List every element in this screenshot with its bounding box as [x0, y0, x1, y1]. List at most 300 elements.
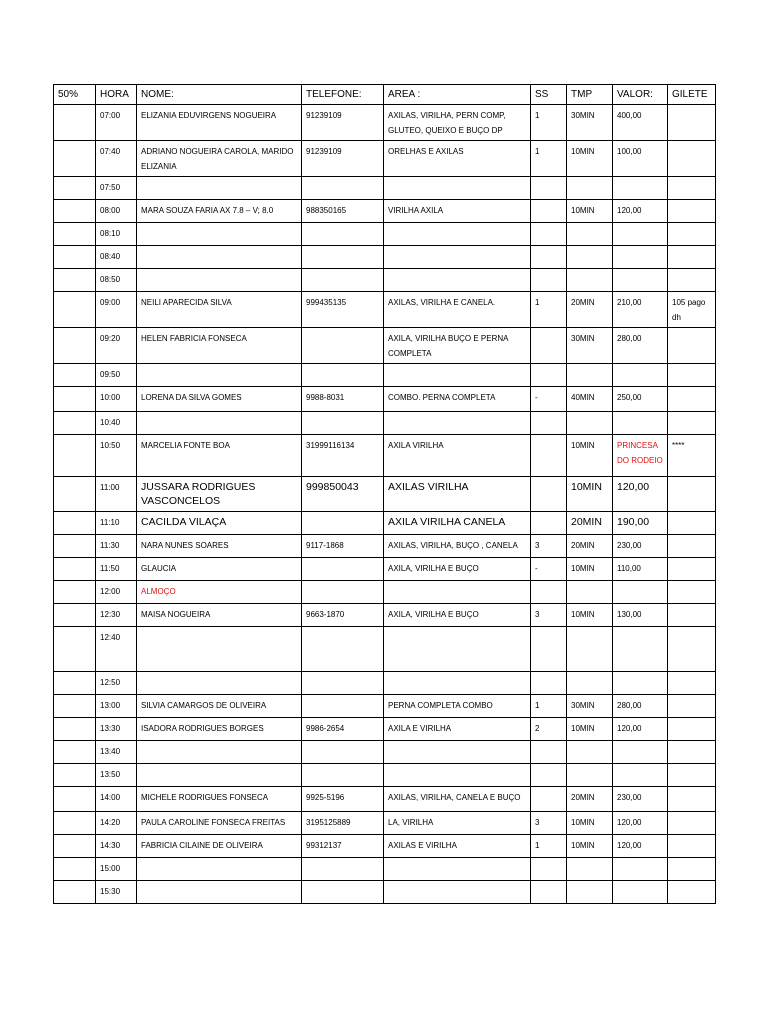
- nome-cell: MARA SOUZA FARIA AX 7.8 – V; 8.0: [137, 200, 302, 223]
- tmp-cell: [567, 672, 613, 695]
- telefone-cell: [302, 627, 384, 672]
- nome-cell: MAISA NOGUEIRA: [137, 604, 302, 627]
- hora-cell: 08:40: [96, 246, 137, 269]
- table-row: [54, 741, 716, 764]
- area-cell: AXILAS VIRILHA: [384, 477, 531, 512]
- percent-cell: [54, 718, 96, 741]
- ss-cell: [531, 223, 567, 246]
- valor-cell: 120,00: [613, 812, 668, 835]
- valor-cell: 400,00: [613, 105, 668, 141]
- tmp-cell: 10MIN: [567, 604, 613, 627]
- gilete-cell: [668, 105, 716, 141]
- percent-cell: [54, 223, 96, 246]
- gilete-cell: [668, 535, 716, 558]
- ss-cell: 1: [531, 695, 567, 718]
- hora-cell: 15:00: [96, 858, 137, 881]
- area-cell: ORELHAS E AXILAS: [384, 141, 531, 177]
- percent-cell: [54, 141, 96, 177]
- percent-cell: [54, 477, 96, 512]
- percent-cell: [54, 881, 96, 904]
- ss-cell: [531, 177, 567, 200]
- tmp-cell: 30MIN: [567, 695, 613, 718]
- valor-cell: 120,00: [613, 477, 668, 512]
- hora-cell: 13:40: [96, 741, 137, 764]
- area-cell: LA, VIRILHA: [384, 812, 531, 835]
- valor-cell: [613, 881, 668, 904]
- nome-cell: MICHELE RODRIGUES FONSECA: [137, 787, 302, 812]
- valor-cell: 100,00: [613, 141, 668, 177]
- telefone-cell: [302, 858, 384, 881]
- area-cell: AXILAS, VIRILHA, CANELA E BUÇO: [384, 787, 531, 812]
- telefone-cell: 9663-1870: [302, 604, 384, 627]
- tmp-cell: [567, 581, 613, 604]
- valor-cell: [613, 177, 668, 200]
- hora-cell: 13:00: [96, 695, 137, 718]
- hora-cell: 14:30: [96, 835, 137, 858]
- telefone-cell: 9925-5196: [302, 787, 384, 812]
- hora-cell: 12:30: [96, 604, 137, 627]
- percent-cell: [54, 435, 96, 477]
- telefone-cell: 9988-8031: [302, 387, 384, 412]
- valor-cell: 130,00: [613, 604, 668, 627]
- area-cell: VIRILHA AXILA: [384, 200, 531, 223]
- area-cell: [384, 672, 531, 695]
- hora-cell: 13:50: [96, 764, 137, 787]
- telefone-cell: 91239109: [302, 105, 384, 141]
- nome-cell: NARA NUNES SOARES: [137, 535, 302, 558]
- ss-cell: [531, 672, 567, 695]
- nome-cell: [137, 881, 302, 904]
- telefone-cell: [302, 269, 384, 292]
- valor-cell: [613, 764, 668, 787]
- tmp-cell: 20MIN: [567, 512, 613, 535]
- valor-cell: [613, 858, 668, 881]
- ss-cell: 1: [531, 141, 567, 177]
- header-cell-valor: VALOR:: [613, 85, 668, 105]
- nome-cell: LORENA DA SILVA GOMES: [137, 387, 302, 412]
- table-row: [54, 105, 716, 141]
- telefone-cell: [302, 881, 384, 904]
- tmp-cell: [567, 858, 613, 881]
- gilete-cell: [668, 718, 716, 741]
- table-row: [54, 627, 716, 672]
- percent-cell: [54, 787, 96, 812]
- tmp-cell: 10MIN: [567, 477, 613, 512]
- area-cell: AXILA VIRILHA: [384, 435, 531, 477]
- tmp-cell: 10MIN: [567, 718, 613, 741]
- valor-cell: 190,00: [613, 512, 668, 535]
- gilete-cell: [668, 558, 716, 581]
- tmp-cell: 20MIN: [567, 787, 613, 812]
- tmp-cell: [567, 764, 613, 787]
- nome-cell: JUSSARA RODRIGUES VASCONCELOS: [137, 477, 302, 512]
- table-row: [54, 269, 716, 292]
- tmp-cell: 10MIN: [567, 812, 613, 835]
- header-row: [54, 85, 716, 105]
- hora-cell: 10:40: [96, 412, 137, 435]
- ss-cell: [531, 581, 567, 604]
- area-cell: [384, 223, 531, 246]
- nome-cell: GLAUCIA: [137, 558, 302, 581]
- hora-cell: 08:10: [96, 223, 137, 246]
- telefone-cell: [302, 177, 384, 200]
- area-cell: [384, 581, 531, 604]
- percent-cell: [54, 200, 96, 223]
- gilete-cell: [668, 672, 716, 695]
- hora-cell: 07:50: [96, 177, 137, 200]
- percent-cell: [54, 812, 96, 835]
- tmp-cell: 10MIN: [567, 835, 613, 858]
- gilete-cell: [668, 141, 716, 177]
- valor-cell: [613, 627, 668, 672]
- table-row: [54, 364, 716, 387]
- ss-cell: 1: [531, 292, 567, 328]
- percent-cell: [54, 558, 96, 581]
- gilete-cell: [668, 604, 716, 627]
- valor-cell: [613, 672, 668, 695]
- hora-cell: 15:30: [96, 881, 137, 904]
- area-cell: AXILA VIRILHA CANELA: [384, 512, 531, 535]
- tmp-cell: 10MIN: [567, 200, 613, 223]
- ss-cell: 3: [531, 535, 567, 558]
- hora-cell: 08:00: [96, 200, 137, 223]
- table-row: [54, 328, 716, 364]
- percent-cell: [54, 695, 96, 718]
- nome-cell: CACILDA VILAÇA: [137, 512, 302, 535]
- gilete-cell: [668, 177, 716, 200]
- gilete-cell: [668, 812, 716, 835]
- table-row: [54, 177, 716, 200]
- nome-cell: ADRIANO NOGUEIRA CAROLA, MARIDO ELIZANIA: [137, 141, 302, 177]
- valor-cell: [613, 223, 668, 246]
- tmp-cell: 30MIN: [567, 328, 613, 364]
- tmp-cell: [567, 177, 613, 200]
- area-cell: AXILA E VIRILHA: [384, 718, 531, 741]
- header-cell-telefone: TELEFONE:: [302, 85, 384, 105]
- tmp-cell: [567, 627, 613, 672]
- valor-cell: 250,00: [613, 387, 668, 412]
- percent-cell: [54, 412, 96, 435]
- header-cell-area: AREA :: [384, 85, 531, 105]
- table-row: [54, 672, 716, 695]
- tmp-cell: [567, 223, 613, 246]
- ss-cell: 3: [531, 604, 567, 627]
- hora-cell: 13:30: [96, 718, 137, 741]
- ss-cell: -: [531, 387, 567, 412]
- ss-cell: [531, 741, 567, 764]
- telefone-cell: 3195125889: [302, 812, 384, 835]
- nome-cell: ELIZANIA EDUVIRGENS NOGUEIRA: [137, 105, 302, 141]
- area-cell: [384, 858, 531, 881]
- table-row: [54, 412, 716, 435]
- nome-cell: [137, 627, 302, 672]
- hora-cell: 10:00: [96, 387, 137, 412]
- header-cell-hora: HORA: [96, 85, 137, 105]
- percent-cell: [54, 177, 96, 200]
- telefone-cell: [302, 328, 384, 364]
- percent-cell: [54, 581, 96, 604]
- percent-cell: [54, 512, 96, 535]
- gilete-cell: [668, 627, 716, 672]
- hora-cell: 14:00: [96, 787, 137, 812]
- table-row: [54, 812, 716, 835]
- table-row: [54, 881, 716, 904]
- area-cell: AXILAS, VIRILHA, BUÇO , CANELA: [384, 535, 531, 558]
- table-row: [54, 246, 716, 269]
- valor-cell: 120,00: [613, 718, 668, 741]
- table-row: [54, 858, 716, 881]
- gilete-cell: [668, 387, 716, 412]
- ss-cell: [531, 764, 567, 787]
- telefone-cell: [302, 364, 384, 387]
- gilete-cell: [668, 764, 716, 787]
- gilete-cell: [668, 881, 716, 904]
- area-cell: [384, 269, 531, 292]
- area-cell: [384, 412, 531, 435]
- nome-cell: [137, 246, 302, 269]
- ss-cell: [531, 512, 567, 535]
- ss-cell: [531, 477, 567, 512]
- ss-cell: 1: [531, 105, 567, 141]
- telefone-cell: [302, 581, 384, 604]
- gilete-cell: ****: [668, 435, 716, 477]
- ss-cell: [531, 246, 567, 269]
- telefone-cell: [302, 223, 384, 246]
- gilete-cell: [668, 835, 716, 858]
- schedule-table: [53, 84, 716, 904]
- valor-cell: 210,00: [613, 292, 668, 328]
- table-row: [54, 292, 716, 328]
- area-cell: AXILAS, VIRILHA, PERN COMP, GLUTEO, QUEIXO E BUÇO DP: [384, 105, 531, 141]
- table-row: [54, 387, 716, 412]
- percent-cell: [54, 364, 96, 387]
- gilete-cell: [668, 512, 716, 535]
- table-row: [54, 695, 716, 718]
- table-row: [54, 535, 716, 558]
- nome-cell: MARCELIA FONTE BOA: [137, 435, 302, 477]
- area-cell: [384, 627, 531, 672]
- nome-cell: ALMOÇO: [137, 581, 302, 604]
- valor-cell: 230,00: [613, 787, 668, 812]
- telefone-cell: [302, 672, 384, 695]
- ss-cell: -: [531, 558, 567, 581]
- gilete-cell: [668, 741, 716, 764]
- ss-cell: [531, 435, 567, 477]
- gilete-cell: [668, 477, 716, 512]
- ss-cell: [531, 881, 567, 904]
- area-cell: COMBO. PERNA COMPLETA: [384, 387, 531, 412]
- tmp-cell: 30MIN: [567, 105, 613, 141]
- valor-cell: PRINCESA DO RODEIO: [613, 435, 668, 477]
- percent-cell: [54, 835, 96, 858]
- nome-cell: SILVIA CAMARGOS DE OLIVEIRA: [137, 695, 302, 718]
- table-row: [54, 477, 716, 512]
- nome-cell: [137, 412, 302, 435]
- valor-cell: [613, 364, 668, 387]
- gilete-cell: [668, 246, 716, 269]
- header-cell-ss: SS: [531, 85, 567, 105]
- tmp-cell: 20MIN: [567, 535, 613, 558]
- area-cell: [384, 364, 531, 387]
- percent-cell: [54, 858, 96, 881]
- hora-cell: 10:50: [96, 435, 137, 477]
- table-row: [54, 435, 716, 477]
- area-cell: [384, 881, 531, 904]
- header-cell-nome: NOME:: [137, 85, 302, 105]
- valor-cell: [613, 269, 668, 292]
- gilete-cell: [668, 364, 716, 387]
- tmp-cell: [567, 269, 613, 292]
- area-cell: AXILAS E VIRILHA: [384, 835, 531, 858]
- nome-cell: ISADORA RODRIGUES BORGES: [137, 718, 302, 741]
- hora-cell: 09:20: [96, 328, 137, 364]
- tmp-cell: 10MIN: [567, 141, 613, 177]
- ss-cell: 2: [531, 718, 567, 741]
- telefone-cell: [302, 512, 384, 535]
- table-row: [54, 200, 716, 223]
- telefone-cell: 999435135: [302, 292, 384, 328]
- nome-cell: [137, 223, 302, 246]
- table-row: [54, 512, 716, 535]
- tmp-cell: [567, 412, 613, 435]
- schedule-body: [54, 85, 716, 904]
- hora-cell: 11:10: [96, 512, 137, 535]
- percent-cell: [54, 105, 96, 141]
- tmp-cell: [567, 246, 613, 269]
- valor-cell: 120,00: [613, 200, 668, 223]
- area-cell: [384, 764, 531, 787]
- gilete-cell: [668, 695, 716, 718]
- area-cell: [384, 177, 531, 200]
- table-row: [54, 787, 716, 812]
- ss-cell: [531, 364, 567, 387]
- tmp-cell: 40MIN: [567, 387, 613, 412]
- ss-cell: [531, 787, 567, 812]
- percent-cell: [54, 246, 96, 269]
- nome-cell: [137, 764, 302, 787]
- valor-cell: [613, 581, 668, 604]
- table-row: [54, 604, 716, 627]
- percent-cell: [54, 535, 96, 558]
- percent-cell: [54, 741, 96, 764]
- percent-cell: [54, 764, 96, 787]
- nome-cell: FABRICIA CILAINE DE OLIVEIRA: [137, 835, 302, 858]
- hora-cell: 07:40: [96, 141, 137, 177]
- percent-cell: [54, 627, 96, 672]
- telefone-cell: [302, 246, 384, 269]
- hora-cell: 08:50: [96, 269, 137, 292]
- nome-cell: [137, 364, 302, 387]
- gilete-cell: [668, 328, 716, 364]
- gilete-cell: [668, 581, 716, 604]
- area-cell: AXILA, VIRILHA E BUÇO: [384, 604, 531, 627]
- header-cell-gilete: GILETE: [668, 85, 716, 105]
- tmp-cell: 20MIN: [567, 292, 613, 328]
- telefone-cell: 999850043: [302, 477, 384, 512]
- ss-cell: [531, 269, 567, 292]
- gilete-cell: [668, 787, 716, 812]
- telefone-cell: [302, 558, 384, 581]
- gilete-cell: [668, 412, 716, 435]
- nome-cell: PAULA CAROLINE FONSECA FREITAS: [137, 812, 302, 835]
- telefone-cell: [302, 412, 384, 435]
- gilete-cell: [668, 269, 716, 292]
- ss-cell: [531, 328, 567, 364]
- nome-cell: [137, 177, 302, 200]
- tmp-cell: [567, 364, 613, 387]
- area-cell: AXILA, VIRILHA E BUÇO: [384, 558, 531, 581]
- ss-cell: 1: [531, 835, 567, 858]
- header-cell-percent: 50%: [54, 85, 96, 105]
- table-row: [54, 223, 716, 246]
- area-cell: PERNA COMPLETA COMBO: [384, 695, 531, 718]
- hora-cell: 12:50: [96, 672, 137, 695]
- ss-cell: [531, 627, 567, 672]
- telefone-cell: [302, 741, 384, 764]
- tmp-cell: [567, 881, 613, 904]
- hora-cell: 09:00: [96, 292, 137, 328]
- valor-cell: [613, 246, 668, 269]
- table-row: [54, 718, 716, 741]
- area-cell: [384, 246, 531, 269]
- hora-cell: 12:40: [96, 627, 137, 672]
- hora-cell: 12:00: [96, 581, 137, 604]
- table-row: [54, 558, 716, 581]
- tmp-cell: 10MIN: [567, 558, 613, 581]
- nome-cell: [137, 672, 302, 695]
- tmp-cell: 10MIN: [567, 435, 613, 477]
- ss-cell: [531, 200, 567, 223]
- telefone-cell: 31999116134: [302, 435, 384, 477]
- table-row: [54, 764, 716, 787]
- hora-cell: 09:50: [96, 364, 137, 387]
- percent-cell: [54, 604, 96, 627]
- telefone-cell: 988350165: [302, 200, 384, 223]
- valor-cell: 280,00: [613, 328, 668, 364]
- telefone-cell: 91239109: [302, 141, 384, 177]
- valor-cell: 230,00: [613, 535, 668, 558]
- hora-cell: 11:00: [96, 477, 137, 512]
- hora-cell: 14:20: [96, 812, 137, 835]
- telefone-cell: 9986-2654: [302, 718, 384, 741]
- tmp-cell: [567, 741, 613, 764]
- nome-cell: NEILI APARECIDA SILVA: [137, 292, 302, 328]
- valor-cell: [613, 412, 668, 435]
- nome-cell: HELEN FABRICIA FONSECA: [137, 328, 302, 364]
- gilete-cell: 105 pago dh: [668, 292, 716, 328]
- area-cell: AXILAS, VIRILHA E CANELA.: [384, 292, 531, 328]
- percent-cell: [54, 328, 96, 364]
- telefone-cell: 99312137: [302, 835, 384, 858]
- hora-cell: 11:30: [96, 535, 137, 558]
- nome-cell: [137, 741, 302, 764]
- header-cell-tmp: TMP: [567, 85, 613, 105]
- telefone-cell: [302, 695, 384, 718]
- gilete-cell: [668, 223, 716, 246]
- ss-cell: 3: [531, 812, 567, 835]
- table-row: [54, 141, 716, 177]
- percent-cell: [54, 387, 96, 412]
- valor-cell: 110,00: [613, 558, 668, 581]
- telefone-cell: 9117-1868: [302, 535, 384, 558]
- hora-cell: 11:50: [96, 558, 137, 581]
- hora-cell: 07:00: [96, 105, 137, 141]
- gilete-cell: [668, 200, 716, 223]
- gilete-cell: [668, 858, 716, 881]
- percent-cell: [54, 672, 96, 695]
- valor-cell: [613, 741, 668, 764]
- area-cell: AXILA, VIRILHA BUÇO E PERNA COMPLETA: [384, 328, 531, 364]
